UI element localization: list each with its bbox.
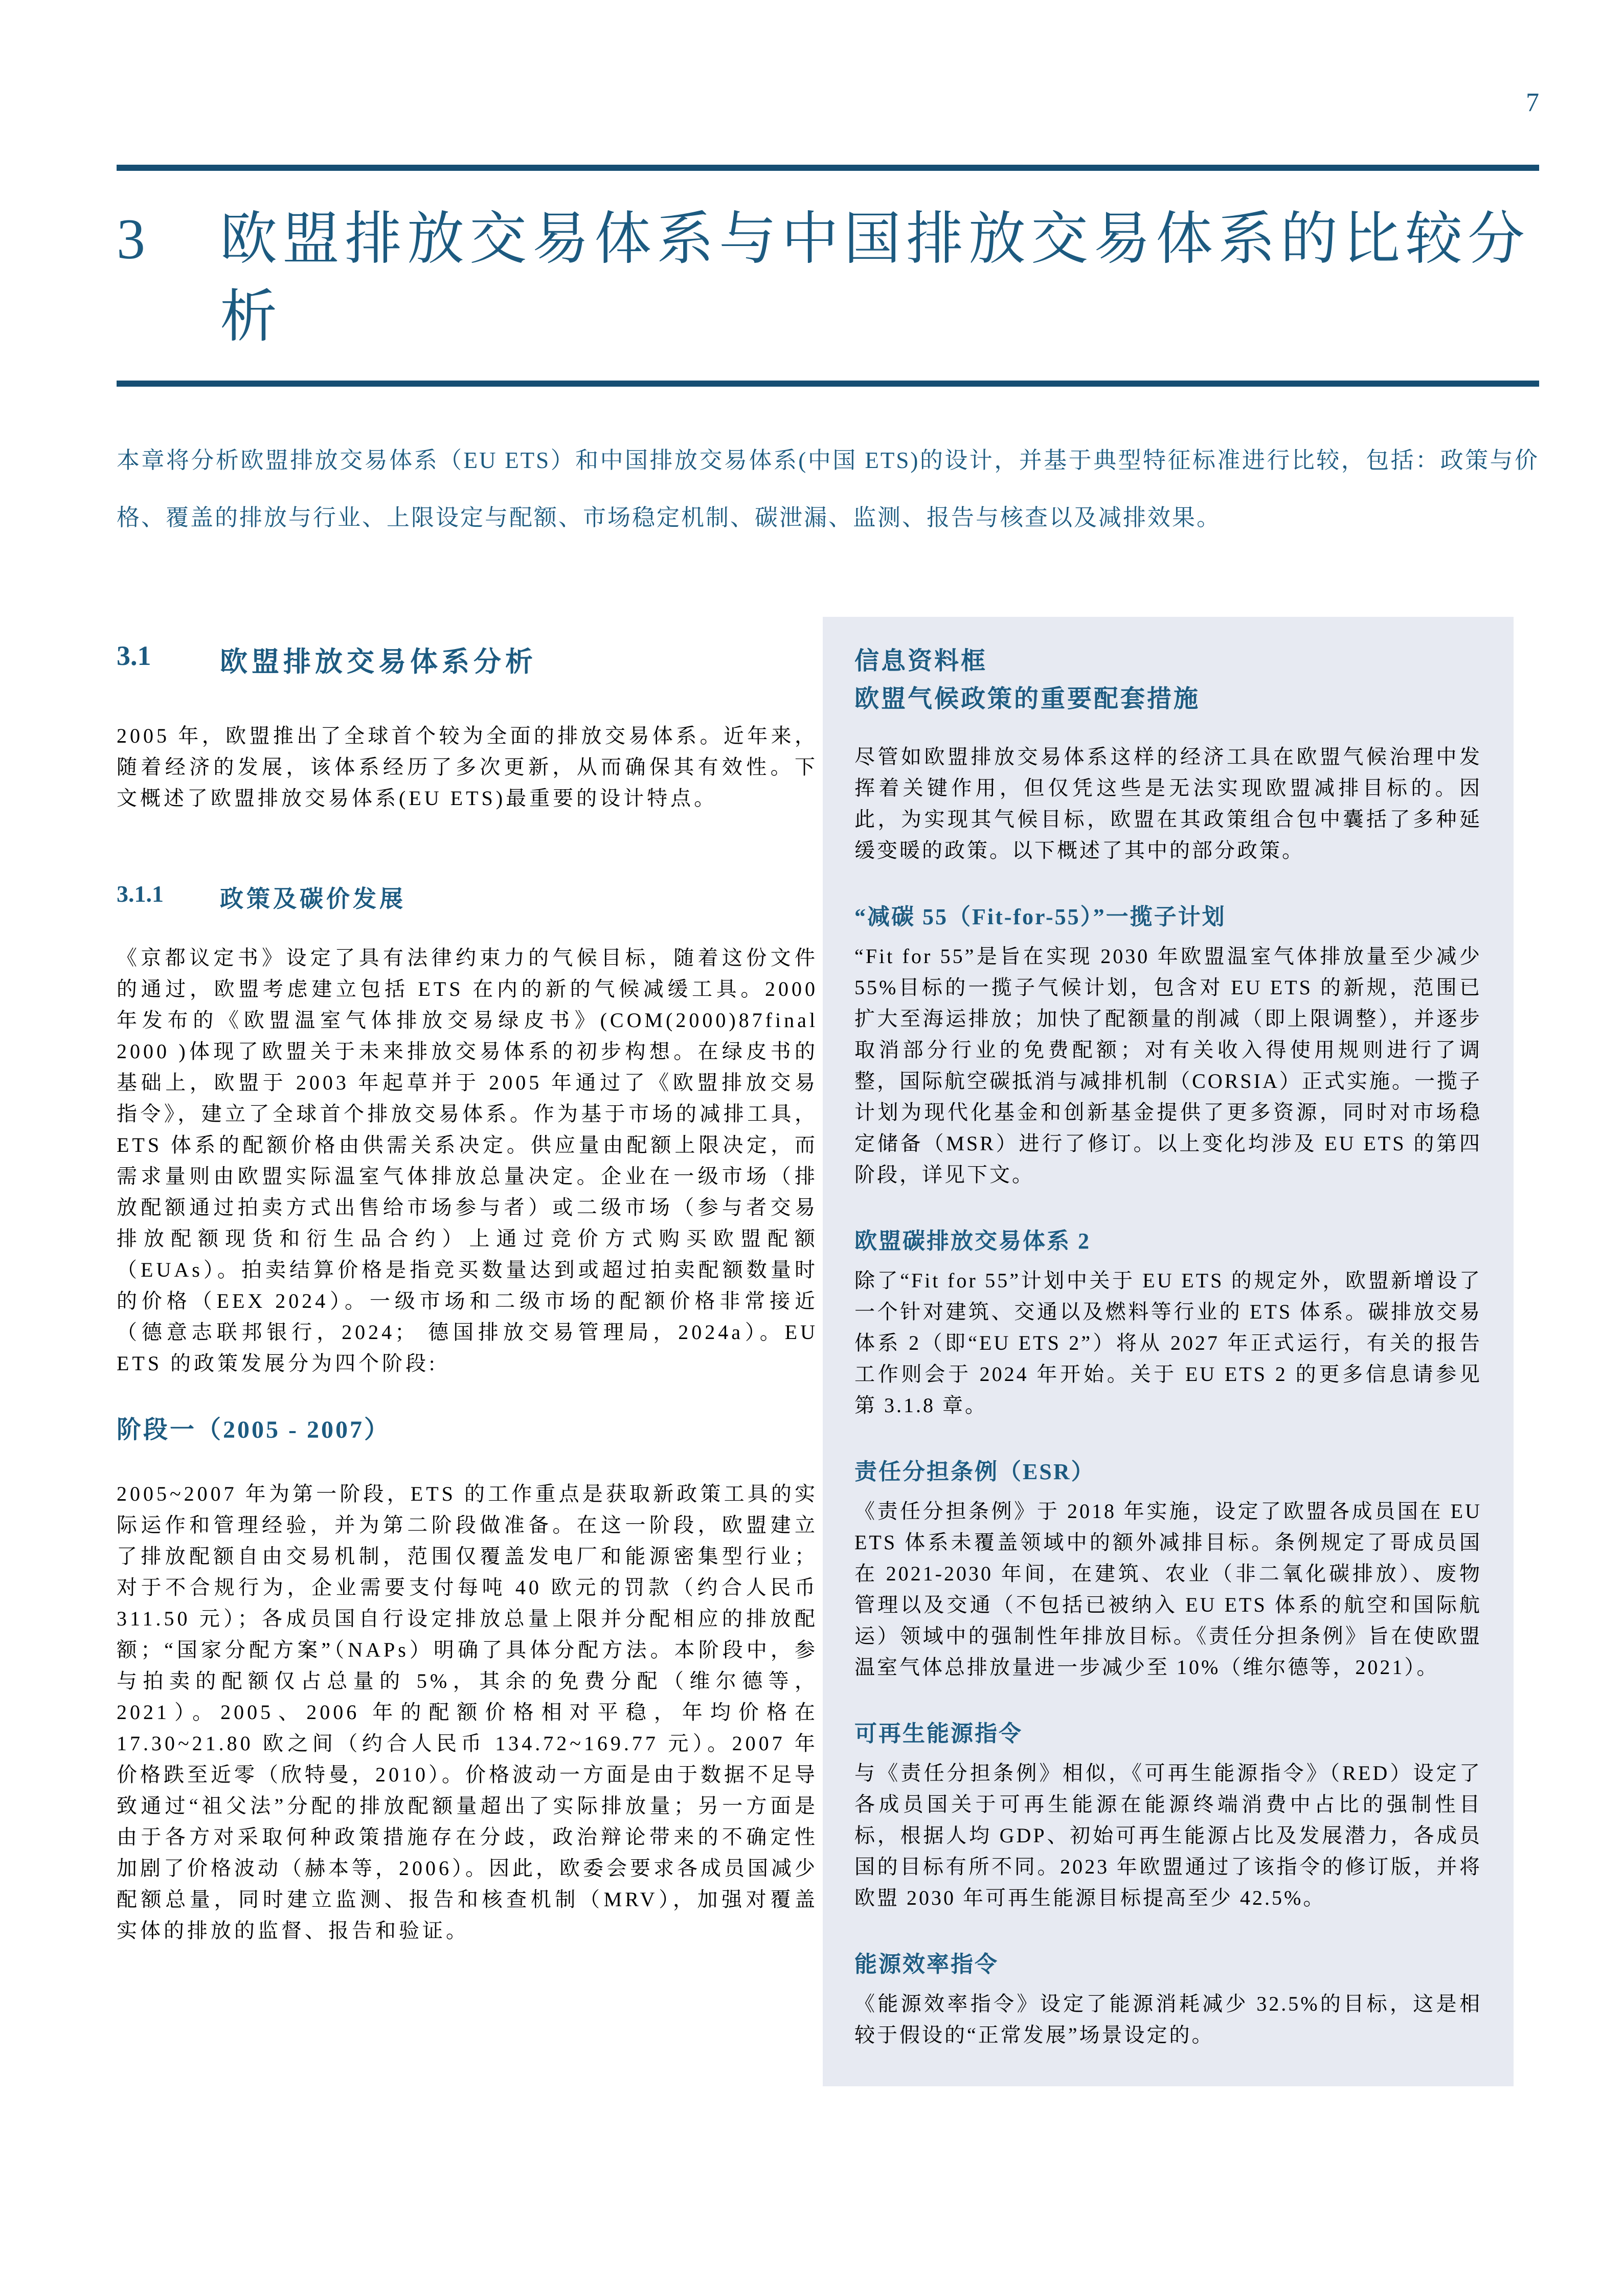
- two-column-layout: [117, 617, 1539, 2086]
- info-box-label: 信息资料框: [854, 648, 988, 675]
- info-box-section-heading-energy-efficiency: 能源效率指令: [854, 1952, 999, 1977]
- info-box-section-body-eu-ets-2: 除了“Fit for 55”计划中关于 EU ETS 的规定外，欧盟新增设了一个针对建筑、交通以及燃料等行业的 ETS 体系。碳排放交易体系 2（即“EU ETS 2”）将从 2027 年正式运行，有关的报告工作则会于 2024 年开始。关于 EU ETS 2 的更多信息请参见第 3.1.8 章。: [854, 1269, 1482, 1417]
- info-box-section-heading-red: 可再生能源指令: [854, 1721, 1023, 1746]
- info-box-section-body-esr: 《责任分担条例》于 2018 年实施，设定了欧盟各成员国在 EU ETS 体系未覆盖领域中的额外减排目标。条例规定了哥成员国在 2021-2030 年间，在建筑、农业（非二氧化碳排放）、废物管理以及交通（不包括已被纳入 EU ETS 体系的航空和国际航运）领域中的强制性年排放目标。《责任分担条例》旨在使欧盟温室气体总排放量进一步减少至 10%（维尔德等，2021）。: [854, 1500, 1482, 1679]
- top-divider: [117, 165, 1539, 171]
- info-box-section-heading-fit-for-55: “减碳 55（Fit-for-55）”一揽子计划: [854, 904, 1226, 929]
- chapter-heading: [117, 200, 1539, 356]
- heading-divider: [117, 381, 1539, 387]
- chapter-title-line1: 欧盟排放交易体系与中国排放交易体系的比较分: [220, 208, 1530, 271]
- chapter-title-line2: 析: [220, 285, 282, 349]
- info-box: [823, 617, 1514, 2086]
- chapter-title: [220, 200, 1530, 356]
- info-box-section-heading-eu-ets-2: 欧盟碳排放交易体系 2: [854, 1229, 1091, 1254]
- phase-one-heading: 阶段一（2005 - 2007）: [117, 1416, 391, 1443]
- section-number: 3.1: [117, 640, 151, 671]
- subsection-paragraph: 《京都议定书》设定了具有法律约束力的气候目标，随着这份文件的通过，欧盟考虑建立包括 ETS 在内的新的气候减缓工具。2000 年发布的《欧盟温室气体排放交易绿皮书》(COM(2000)87final 2000 )体现了欧盟关于未来排放交易体系的初步构想。在绿皮书的基础上，欧盟于 2003 年起草并于 2005 年通过了《欧盟排放交易指令》，建立了全球首个排放交易体系。作为基于市场的减排工具，ETS 体系的配额价格由供需关系决定。供应量由配额上限决定，而需求量则由欧盟实际温室气体排放总量决定。企业在一级市场（排放配额通过拍卖方式出售给市场参与者）或二级市场（参与者交易排放配额现货和衍生品合约）上通过竞价方式购买欧盟配额（EUAs）。拍卖结算价格是指竞买数量达到或超过拍卖配额数量时的价格（EEX 2024）。一级市场和二级市场的配额价格非常接近（德意志联邦银行，2024； 德国排放交易管理局，2024a）。EU ETS 的政策发展分为四个阶段:: [117, 946, 818, 1375]
- subsection-title: 政策及碳价发展: [220, 886, 406, 912]
- subsection-heading-3-1-1: [117, 880, 818, 914]
- section-intro-paragraph: 2005 年，欧盟推出了全球首个较为全面的排放交易体系。近年来，随着经济的发展，该体系经历了多次更新，从而确保其有效性。下文概述了欧盟排放交易体系(EU ETS)最重要的设计特点。: [117, 724, 818, 810]
- subsection-number: 3.1.1: [117, 881, 164, 907]
- page-number: 7: [1526, 88, 1539, 117]
- info-box-section-body-fit-for-55: “Fit for 55”是旨在实现 2030 年欧盟温室气体排放量至少减少 55%目标的一揽子气候计划，包含对 EU ETS 的新规，范围已扩大至海运排放；加快了配额量的削减（即上限调整），并逐步取消部分行业的免费配额；对有关收入得使用规则进行了调整，国际航空碳抵消与减排机制（CORSIA）正式实施。一揽子计划为现代化基金和创新基金提供了更多资源，同时对市场稳定储备（MSR）进行了修订。以上变化均涉及 EU ETS 的第四阶段，详见下文。: [854, 945, 1482, 1186]
- phase-one-paragraph: 2005~2007 年为第一阶段，ETS 的工作重点是获取新政策工具的实际运作和管理经验，并为第二阶段做准备。在这一阶段，欧盟建立了排放配额自由交易机制，范围仅覆盖发电厂和能源密集型行业；对于不合规行为，企业需要支付每吨 40 欧元的罚款（约合人民币 311.50 元）；各成员国自行设定排放总量上限并分配相应的排放配额；“国家分配方案”（NAPs）明确了具体分配方法。本阶段中，参与拍卖的配额仅占总量的 5%，其余的免费分配（维尔德等，2021）。2005、2006 年的配额价格相对平稳，年均价格在 17.30~21.80 欧之间（约合人民币 134.72~169.77 元）。2007 年价格跌至近零（欣特曼，2010）。价格波动一方面是由于数据不足导致通过“祖父法”分配的排放配额量超出了实际排放量；另一方面是由于各方对采取何种政策措施存在分歧，政治辩论带来的不确定性加剧了价格波动（赫本等，2006）。因此，欧委会要求各成员国减少配额总量，同时建立监测、报告和核查机制（MRV），加强对覆盖实体的排放的监督、报告和验证。: [117, 1482, 818, 1942]
- chapter-number: 3: [117, 208, 150, 271]
- main-text-column: [117, 617, 818, 1946]
- info-box-section-body-energy-efficiency: 《能源效率指令》设定了能源消耗减少 32.5%的目标，这是相较于假设的“正常发展”场景设定的。: [854, 1992, 1482, 2046]
- info-box-section-heading-esr: 责任分担条例（ESR）: [854, 1459, 1095, 1484]
- info-box-title: 欧盟气候政策的重要配套措施: [854, 685, 1201, 712]
- section-title: 欧盟排放交易体系分析: [220, 647, 537, 677]
- info-box-intro: 尽管如欧盟排放交易体系这样的经济工具在欧盟气候治理中发挥着关键作用，但仅凭这些是无法实现欧盟减排目标的。因此，为实现其气候目标，欧盟在其政策组合包中囊括了多种延缓变暖的政策。以下概述了其中的部分政策。: [854, 745, 1482, 862]
- chapter-intro-paragraph: 本章将分析欧盟排放交易体系（EU ETS）和中国排放交易体系(中国 ETS)的设计，并基于典型特征标准进行比较，包括：政策与价格、覆盖的排放与行业、上限设定与配额、市场稳定机制、碳泄漏、监测、报告与核查以及减排效果。: [117, 448, 1539, 530]
- info-box-section-body-red: 与《责任分担条例》相似，《可再生能源指令》（RED）设定了各成员国关于可再生能源在能源终端消费中占比的强制性目标，根据人均 GDP、初始可再生能源占比及发展潜力，各成员国的目标有所不同。2023 年欧盟通过了该指令的修订版，并将欧盟 2030 年可再生能源目标提高至少 42.5%。: [854, 1762, 1482, 1909]
- section-heading-3-1: [117, 640, 818, 679]
